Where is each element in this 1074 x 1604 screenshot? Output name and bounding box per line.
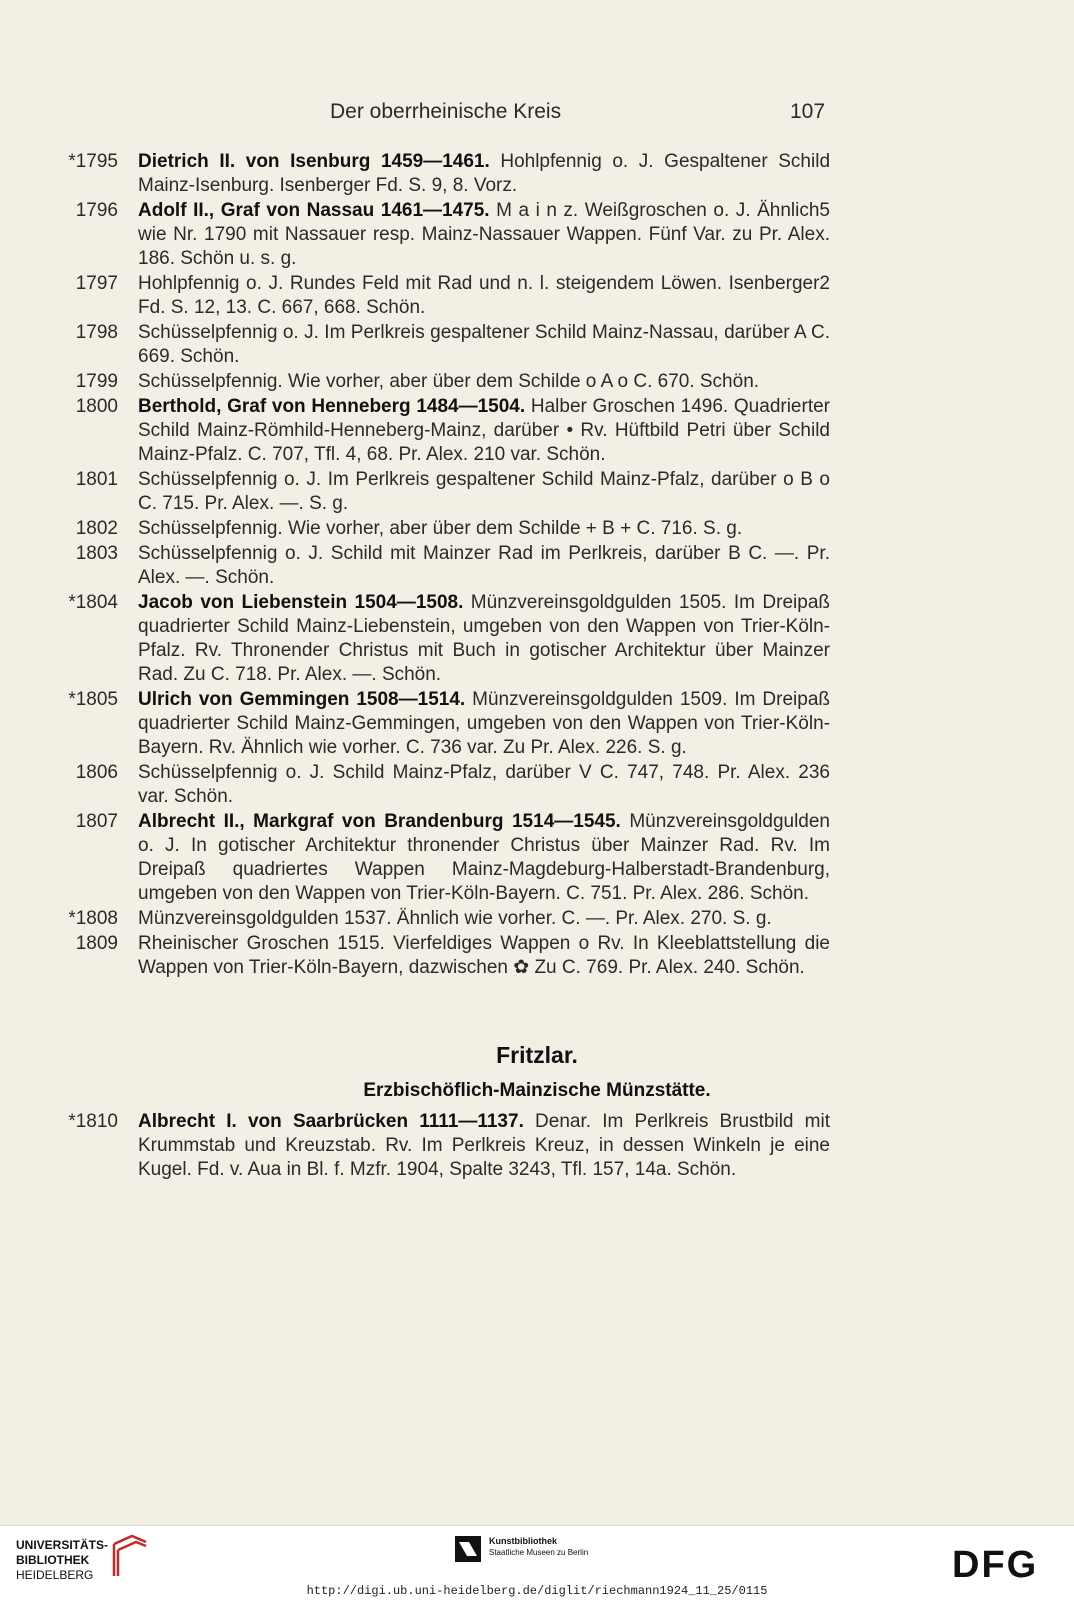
entry-text: Hohlpfennig o. J. Rundes Feld mit Rad und n. l. steigendem Löwen. Isenberger Fd. S. 12, 13. C. 667, 668. Schön. [138, 273, 820, 318]
catalog-entry [60, 932, 830, 980]
page-number: 107 [790, 100, 826, 123]
entry-description [138, 932, 830, 980]
kunstbibliothek-logo[interactable] [455, 1536, 588, 1562]
catalog-entry [60, 199, 830, 271]
catalog-entry [60, 591, 830, 687]
entry-description [138, 542, 830, 590]
entry-value: 5 [819, 200, 830, 221]
entry-text: Münzvereinsgoldgulden o. J. In gotischer Architektur thronender Christus über Mainzer Rad. Rv. Im Dreipaß quadriertes Wappen Mainz-Magdeburg-Halberstadt-Brandenburg, umgeben von den Wappen von Trier-Köln-Bayern. C. 751. Pr. Alex. 286. Schön. [138, 811, 831, 904]
catalog-entry [60, 542, 830, 590]
entry-description [138, 591, 830, 687]
entry-text: M a i n z. Weißgroschen o. J. Ähnlich wie Nr. 1790 mit Nassauer resp. Mainz-Nassauer Wappen. Fünf Var. zu Pr. Alex. 186. Schön u. s. g. [138, 200, 830, 269]
ruler-heading: Albrecht I. von Saarbrücken 1111—1137. [138, 1111, 524, 1132]
catalog-entry [60, 272, 830, 320]
catalog-entry [60, 761, 830, 809]
entry-text: Halber Groschen 1496. Quadrierter Schild Mainz-Römhild-Henneberg-Mainz, darüber • Rv. Hüftbild Petri über Schild Mainz-Pfalz. C. 707, Tfl. 4, 68. Pr. Alex. 210 var. Schön. [138, 396, 830, 465]
entry-text: Schüsselpfennig o. J. Im Perlkreis gespaltener Schild Mainz-Nassau, darüber A C. 669. Schön. [138, 322, 830, 367]
entry-text: Schüsselpfennig o. J. Schild Mainz-Pfalz, darüber V C. 747, 748. Pr. Alex. 236 var. Schön. [138, 762, 830, 807]
entry-number: 1797 [75, 273, 118, 294]
library-name-line2: BIBLIOTHEK [16, 1553, 90, 1567]
entry-description [138, 199, 830, 271]
entry-number: 1803 [75, 543, 118, 564]
permalink-url[interactable]: http://digi.ub.uni-heidelberg.de/diglit/riechmann1924_11_25/0115 [306, 1584, 768, 1598]
catalog-entries-fritzlar [60, 1110, 830, 1183]
entry-text: Münzvereinsgoldgulden 1537. Ähnlich wie vorher. C. —. Pr. Alex. 270. S. g. [138, 908, 772, 929]
entry-number: 1809 [75, 933, 118, 954]
library-name-line1: UNIVERSITÄTS- [16, 1538, 109, 1552]
partner-subtitle: Staatliche Museen zu Berlin [489, 1548, 589, 1557]
dfg-logo[interactable]: DFG [952, 1544, 1039, 1586]
entry-description [138, 150, 830, 198]
ruler-heading: Dietrich II. von Isenburg 1459—1461. [138, 151, 490, 172]
library-name-line3: HEIDELBERG [16, 1568, 94, 1582]
entry-number: *1810 [68, 1111, 118, 1132]
catalog-entry [60, 321, 830, 369]
entry-text: Schüsselpfennig. Wie vorher, aber über dem Schilde + B + C. 716. S. g. [138, 518, 743, 539]
catalog-entry [60, 395, 830, 467]
ruler-heading: Ulrich von Gemmingen 1508—1514. [138, 689, 466, 710]
kunstbibliothek-mark-icon [455, 1536, 481, 1562]
catalog-entry [60, 370, 830, 394]
entry-text: Schüsselpfennig o. J. Im Perlkreis gespaltener Schild Mainz-Pfalz, darüber o B o C. 715. Pr. Alex. —. S. g. [138, 469, 830, 514]
section-title: Fritzlar. [496, 1042, 578, 1068]
entry-number: *1808 [68, 908, 118, 929]
running-head: Der oberrheinische Kreis [330, 100, 562, 123]
entry-description [138, 688, 830, 760]
entry-number: *1805 [68, 689, 118, 710]
ruler-heading: Adolf II., Graf von Nassau 1461—1475. [138, 200, 490, 221]
ruler-heading: Berthold, Graf von Henneberg 1484—1504. [138, 396, 526, 417]
entry-number: 1796 [75, 200, 118, 221]
entry-description [138, 272, 830, 320]
footer-bar [0, 1525, 1074, 1604]
entry-description [138, 907, 830, 931]
entry-text: Schüsselpfennig. Wie vorher, aber über dem Schilde o A o C. 670. Schön. [138, 371, 760, 392]
section-subtitle: Erzbischöflich-Mainzische Münzstätte. [363, 1080, 711, 1101]
catalog-entry [60, 150, 830, 198]
entry-text: Hohlpfennig o. J. Gespaltener Schild Mainz-Isenburg. Isenberger Fd. S. 9, 8. Vorz. [138, 151, 831, 196]
entry-number: 1800 [75, 396, 118, 417]
entry-description [138, 1110, 830, 1182]
ruler-heading: Jacob von Liebenstein 1504—1508. [138, 592, 464, 613]
entry-description [138, 810, 830, 906]
entry-text: Rheinischer Groschen 1515. Vierfeldiges Wappen o Rv. In Kleeblattstellung die Wappen von Trier-Köln-Bayern, dazwischen ✿ Zu C. 769. Pr. Alex. 240. Schön. [138, 933, 830, 978]
partner-name: Kunstbibliothek [489, 1536, 557, 1546]
entry-description [138, 370, 830, 394]
entry-description [138, 517, 830, 541]
entry-number: 1801 [75, 469, 118, 490]
catalog-entry [60, 468, 830, 516]
ruler-heading: Albrecht II., Markgraf von Brandenburg 1514—1545. [138, 811, 621, 832]
entry-description [138, 395, 830, 467]
entry-number: 1798 [75, 322, 118, 343]
entry-number: *1795 [68, 151, 118, 172]
catalog-entry [60, 517, 830, 541]
entry-description [138, 761, 830, 809]
entry-text: Münzvereinsgoldgulden 1509. Im Dreipaß quadrierter Schild Mainz-Gemmingen, umgeben von den Wappen von Trier-Köln-Bayern. Rv. Ähnlich wie vorher. C. 736 var. Zu Pr. Alex. 226. S. g. [138, 689, 830, 758]
ub-heidelberg-logo[interactable] [16, 1538, 108, 1583]
entry-value: 2 [819, 273, 830, 294]
catalog-entry [60, 1110, 830, 1182]
entry-number: 1802 [75, 518, 118, 539]
entry-number: 1806 [75, 762, 118, 783]
entry-text: Denar. Im Perlkreis Brustbild mit Krummstab und Kreuzstab. Rv. Im Perlkreis Kreuz, in dessen Winkeln je eine Kugel. Fd. v. Aua in Bl. f. Mzfr. 1904, Spalte 3243, Tfl. 157, 14a. Schön. [138, 1111, 830, 1180]
entry-number: 1799 [75, 371, 118, 392]
entry-number: *1804 [68, 592, 118, 613]
catalog-entry [60, 688, 830, 760]
catalog-entry [60, 907, 830, 931]
catalog-entry [60, 810, 830, 906]
entry-number: 1807 [75, 811, 118, 832]
catalog-entries [60, 150, 830, 981]
entry-description [138, 468, 830, 516]
entry-description [138, 321, 830, 369]
entry-text: Schüsselpfennig o. J. Schild mit Mainzer Rad im Perlkreis, darüber B C. —. Pr. Alex. —. Schön. [138, 543, 830, 588]
ub-heidelberg-mark-icon [110, 1532, 150, 1580]
entry-text: Münzvereinsgoldgulden 1505. Im Dreipaß quadrierter Schild Mainz-Liebenstein, umgeben von den Wappen von Trier-Köln-Pfalz. Rv. Thronender Christus mit Buch in gotischer Architektur über Mainzer Rad. Zu C. 718. Pr. Alex. —. Schön. [138, 592, 831, 685]
